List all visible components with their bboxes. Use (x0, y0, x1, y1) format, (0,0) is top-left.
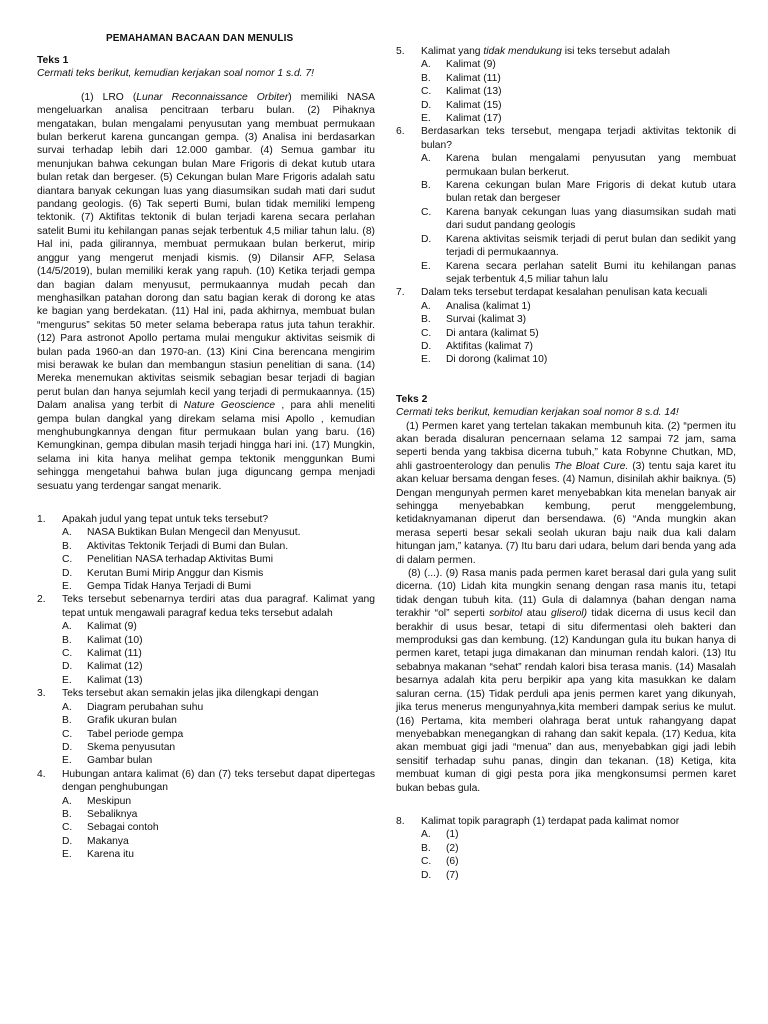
question-text-b: isi teks tersebut adalah (561, 46, 671, 57)
teks1-text-a: (1) LRO ( (81, 91, 137, 103)
option-text: Sebagai contoh (87, 822, 159, 834)
question-6 (396, 125, 736, 286)
option-letter: C. (421, 86, 432, 98)
option-letter: D. (421, 99, 432, 111)
option[interactable] (37, 567, 375, 580)
teks2-p2-italic-2: gliserol) (550, 608, 588, 620)
option-text: Di antara (kalimat 5) (446, 327, 539, 339)
option-text: (7) (446, 869, 459, 881)
option-text: (1) (446, 829, 459, 841)
option-letter: D. (421, 869, 432, 881)
question-1 (37, 513, 375, 593)
teks2-heading: Teks 2 (396, 393, 428, 405)
left-column (37, 54, 375, 862)
question-text (421, 45, 736, 58)
question-text-italic: tidak mendukung (483, 46, 562, 57)
option-text: Gambar bulan (87, 755, 153, 767)
question-number: 1. (37, 514, 46, 525)
option[interactable] (396, 260, 736, 287)
option-text: Analisa (kalimat 1) (446, 300, 531, 312)
option-letter: B. (62, 715, 72, 727)
option-text: Kalimat (9) (87, 621, 137, 633)
option-text: Di dorong (kalimat 10) (446, 354, 548, 366)
question-text: Teks tersebut akan semakin jelas jika dilengkapi dengan (62, 688, 319, 700)
question-number: 2. (37, 594, 46, 606)
option[interactable] (396, 179, 736, 206)
option-text: Karena itu (87, 849, 134, 861)
question-number: 6. (396, 126, 405, 138)
option[interactable] (37, 647, 375, 660)
option-letter: D. (421, 340, 432, 352)
teks2-p2-text-a: (8) (...). (9) Rasa manis pada permen karet berasal dari gula yang sulit dicerna. (10) Lidah kita mungkin senang dengan rasa manis itu, tetapi tidak dengan tubuh kita. (11) Gula di dalamnya (bahan dengan nama terakhir “ol” seperti (396, 568, 736, 620)
teks1-text-italic-b: Nature Geoscience (183, 400, 276, 412)
option-letter: D. (62, 835, 73, 847)
option-text: Kalimat (17) (446, 113, 502, 125)
option-letter: B. (62, 634, 72, 646)
option[interactable] (37, 553, 375, 566)
questions-left (37, 513, 375, 862)
option-letter: C. (62, 728, 73, 740)
option-letter: E. (421, 354, 431, 366)
option[interactable] (396, 206, 736, 233)
option-letter: C. (62, 554, 73, 566)
option-letter: D. (62, 661, 73, 673)
option-text: Kalimat (15) (446, 99, 502, 111)
question-number: 5. (396, 46, 405, 57)
teks1-text-b: ) memiliki NASA mengeluarkan analisa pencitraan terbaru bulan. (2) Pihaknya mengatakan, bulan mengalami penyusutan yang membuat permukaan bulan berkerut karena guncangan gempa. (3) Analisa ini berdasarkan survai terhadap lebih dari 12.000 gambar. (4) Semua gambar itu menunjukan bahwa cekungan bulan Mare Frigoris di dekat kutub utara bulan retak dan bergeser. (5) Cekungan bulan Mare Frigoris adalah satu diantara banyak cekungan luas yang diasumsikan sudah mati dari sudut pandang geologis. (6) Tak seperti Bumi, bulan tidak memiliki lempeng tektonik. (7) Aktifitas tektonik di bulan terjadi karena secara perlahan satelit Bumi itu kehilangan panas sejak terbentuk 4,5 miliar tahun lalu. (8) Hal ini, pada gilirannya, membuat permukaan bulan berkerut, mirip anggur yang mengerut menjadi kismis. (9) Dilansir AFP, Selasa (14/5/2019), bulan memiliki kerak yang rapuh. (10) Ketika terjadi gempa dan bagian dalam menyusut, permukaannya mudah pecah dan menghasilkan patahan dorong dan satu bagian kerak di dorong ke atas ke bagian yang berdekatan. (11) Hal ini, pada akhirnya, membuat bulan “mengurus” sekitas 50 meter selama beberapa ratus juta tahun terakhir. (12) Para astronot Apollo pertama mulai mengukur aktivitas seismik di bulan pada 1960-an dan 1970-an. (13) Kini Cina berencana mengirim misi berawak ke bulan dan membangun stasiun penelitian di sana. (14) Mereka menemukan aktivitas seismik sebagian besar terjadi di bagian perut bulan dan hanya sejumlah kecil yang terjadi di permukaannya. (15) Dalam analisa yang terbit di (37, 91, 375, 412)
option[interactable] (37, 728, 375, 741)
option-text: Penelitian NASA terhadap Aktivitas Bumi (87, 554, 274, 566)
option[interactable] (37, 660, 375, 673)
teks2-instruction: Cermati teks berikut, kemudian kerjakan soal nomor 8 s.d. 14! (396, 407, 679, 419)
teks2-p2-text-c: tidak dicerna di usus kecil dan berakhir di usus besar, tetapi di situ difermentasi oleh bakteri dan memproduksi gas dan kembung. (12) Kandungan gula itu bukan hanya di permen karet, tetapi juga dimakanan dan minuman rendah kalori. (13) Itu sebabnya makanan “sehat” rendah kalori bisa terasa manis. (14) Masalah besarnya adalah kita peru berpikir apa yang kita masukkan ke dalam saluran cerna. (15) Tidak perduli apa jenis permen karet yang dikunyah, jika terus menerus mengunyahnya,kita memberi dampak serius ke mulut. (16) Pertama, kita memberi olahraga berat untuk rahangyang dapat menyebabkan menegangkan di rahang dan sakit kepala. (17) Kedua, kita akan membuat gigi jadi “menua” dan aus, menyebabkan gigi jadi lebih sensitif terhadap suhu panas, dingin dan tekanan. (18) Ketiga, kita membuat kuman di gigi pesta pora jika mengkonsumsi permen karet bukan bebas gula. (396, 608, 737, 794)
option[interactable] (37, 795, 375, 808)
option[interactable] (37, 808, 375, 821)
question-5 (396, 45, 736, 125)
option-text: Kalimat (10) (87, 634, 143, 646)
option[interactable] (396, 72, 736, 85)
option-text: Survai (kalimat 3) (446, 314, 527, 326)
option[interactable] (37, 848, 375, 861)
option-text: Karena cekungan bulan Mare Frigoris di dekat kutub utara bulan retak dan bergeser (446, 180, 736, 205)
option-text: Kalimat (11) (446, 72, 501, 84)
question-4 (37, 768, 375, 862)
option[interactable] (396, 855, 736, 868)
option-letter: D. (62, 741, 73, 753)
option-text: Skema penyusutan (87, 741, 176, 753)
teks2-p2-text-b: atau (522, 608, 551, 620)
option[interactable] (396, 152, 736, 179)
question-text: Teks tersebut sebenarnya terdiri atas dua paragraf. Kalimat yang tepat untuk mengawali paragraf kedua teks tersebut adalah (62, 594, 375, 619)
option-letter: E. (62, 581, 72, 593)
question-text: Dalam teks tersebut terdapat kesalahan penulisan kata kecuali (421, 287, 708, 299)
option[interactable] (37, 754, 375, 767)
option[interactable] (37, 580, 375, 593)
option-text: Makanya (87, 835, 129, 847)
option-text: Karena bulan mengalami penyusutan yang membuat permukaan bulan berkerut. (446, 153, 736, 178)
option[interactable] (37, 835, 375, 848)
option-text: Karena aktivitas seismik terjadi di perut bulan dan sedikit yang terjadi di permukaannya. (446, 233, 736, 259)
option-text: Sebaliknya (87, 808, 138, 820)
question-text: Kalimat topik paragraph (1) terdapat pada kalimat nomor (421, 815, 680, 827)
option-letter: C. (62, 822, 73, 834)
option-text: Aktivitas Tektonik Terjadi di Bumi dan Bulan. (87, 540, 289, 552)
option-text: Kerutan Bumi Mirip Anggur dan Kismis (87, 567, 264, 579)
option-letter: C. (62, 648, 73, 660)
option[interactable] (37, 701, 375, 714)
question-text: Apakah judul yang tepat untuk teks tersebut? (62, 514, 269, 525)
option-letter: C. (421, 327, 432, 339)
option-letter: E. (62, 849, 72, 861)
option-letter: B. (62, 540, 72, 552)
option-letter: C. (421, 856, 432, 868)
option[interactable] (396, 112, 736, 125)
teks1-paragraph (37, 91, 375, 493)
question-text-a: Kalimat yang (421, 46, 484, 57)
option-letter: A. (421, 59, 431, 71)
right-column (396, 45, 736, 882)
option[interactable] (396, 99, 736, 112)
option-letter: A. (62, 621, 72, 633)
option-letter: A. (421, 153, 431, 165)
option-letter: B. (62, 808, 72, 820)
option-letter: B. (421, 842, 431, 854)
option[interactable] (396, 869, 736, 882)
teks2-p1-text-a: (1) Permen karet yang tertelan takakan membunuh kita. (2) “permen itu akan berada disaluran pencernaan selama 12 sampai 72 jam, sama seperti benda yang takbisa dicerna tubuh,” kata Robynne Chutkan, MD, ahli gastroenterology dan penulis (396, 420, 736, 472)
option-letter: D. (62, 567, 73, 579)
option[interactable] (396, 85, 736, 98)
option[interactable] (37, 526, 375, 539)
option-text: Karena secara perlahan satelit Bumi itu kehilangan panas sejak terbentuk 4,5 miliar tahun lalu (446, 260, 736, 285)
option-letter: C. (421, 206, 432, 218)
option-letter: E. (62, 674, 72, 686)
option[interactable] (37, 620, 375, 633)
option-text: Kalimat (13) (446, 86, 502, 98)
teks2-p2-italic-1: sorbitol (489, 608, 523, 620)
question-number: 8. (396, 815, 405, 827)
option-text: Tabel periode gempa (87, 728, 184, 740)
page-title: PEMAHAMAN BACAAN DAN MENULIS (106, 33, 294, 44)
teks1-instruction: Cermati teks berikut, kemudian kerjakan soal nomor 1 s.d. 7! (37, 68, 314, 80)
question-3 (37, 687, 375, 767)
option[interactable] (37, 741, 375, 754)
option[interactable] (396, 58, 736, 71)
option[interactable] (37, 634, 375, 647)
option[interactable] (396, 300, 736, 313)
option-text: Karena banyak cekungan luas yang diasumsikan sudah mati dari sudut pandang geologis (446, 206, 736, 232)
option[interactable] (396, 353, 736, 366)
option[interactable] (396, 828, 736, 841)
option-letter: B. (421, 180, 431, 192)
option[interactable] (396, 313, 736, 326)
option[interactable] (396, 842, 736, 855)
teks2-paragraph-2 (396, 567, 736, 795)
option[interactable] (37, 540, 375, 553)
option[interactable] (37, 674, 375, 687)
option-text: (6) (446, 856, 459, 868)
option-text: Grafik ukuran bulan (87, 715, 177, 727)
teks2-p1-italic: The Bloat Cure. (554, 460, 629, 472)
option-letter: A. (62, 701, 72, 713)
option-letter: E. (421, 113, 431, 125)
option-letter: D. (421, 233, 432, 245)
teks1-heading: Teks 1 (37, 55, 69, 66)
option-text: Diagram perubahan suhu (87, 701, 204, 713)
question-number: 4. (37, 768, 46, 780)
option-letter: A. (62, 527, 72, 539)
option-letter: A. (421, 829, 431, 841)
question-text: Berdasarkan teks tersebut, mengapa terjadi aktivitas tektonik di bulan? (421, 126, 736, 151)
option[interactable] (396, 327, 736, 340)
option-letter: B. (421, 72, 431, 84)
option-text: Meskipun (87, 795, 132, 807)
teks2-p1-text-b: (3) tentu saja karet itu akan keluar bersama dengan feses. (4) Namun, disinilah akhir baiknya. (5) Dengan mengunyah permen karet menyebabkan kita menelan banyak air sehingga menyebabkan kembung, perut menggelembung, ketidaknyamanan diperut dan bersendawa. (6) “Anda mungkin akan merasa seperti besar sekali seolah ukuran baju naik dua kali dalam hitungan jam,” katanya. (7) Itu baru dari udara, belum dari benda yang ada di dalam permen. (396, 460, 737, 566)
option-text: Kalimat (11) (87, 648, 142, 660)
option[interactable] (37, 714, 375, 727)
question-8 (396, 815, 736, 882)
option-text: Kalimat (13) (87, 674, 143, 686)
option-text: Kalimat (9) (446, 59, 496, 71)
question-2 (37, 593, 375, 687)
option[interactable] (396, 340, 736, 353)
question-text: Hubungan antara kalimat (6) dan (7) teks tersebut dapat dipertegas dengan penghubungan (62, 768, 375, 794)
option-letter: E. (62, 755, 72, 767)
question-7 (396, 286, 736, 366)
teks1-text-italic-a: Lunar Reconnaissance Orbiter (136, 91, 289, 103)
option-letter: A. (62, 795, 72, 807)
option-letter: E. (421, 260, 431, 272)
option-letter: A. (421, 300, 431, 312)
teks1-text-c: , para ahli meneliti gempa bulan dangkal yang direkam selama misi Apollo , kemudian menghubungkannya dengan fitur permukaan bulan yang baru. (16) Kemungkinan, gempa dibulan masih terjadi hingga hari ini. (17) Mungkin, selama ini kita hanya melihat gempa tektonik menggunkan Bumi sehingga mengetahui bahwa bulan juga diguncang gempa menjadi sesuatu yang terdengar sangat menarik. (37, 400, 375, 492)
option-text: Kalimat (12) (87, 661, 143, 673)
option-text: NASA Buktikan Bulan Mengecil dan Menyusut. (87, 527, 301, 539)
question-number: 7. (396, 287, 405, 299)
teks2-paragraph-1 (396, 420, 736, 567)
option-text: (2) (446, 842, 459, 854)
option-text: Aktifitas (kalimat 7) (446, 340, 533, 352)
option[interactable] (396, 233, 736, 260)
option-letter: B. (421, 314, 431, 326)
option[interactable] (37, 821, 375, 834)
question-number: 3. (37, 688, 46, 700)
option-text: Gempa Tidak Hanya Terjadi di Bumi (87, 581, 252, 593)
